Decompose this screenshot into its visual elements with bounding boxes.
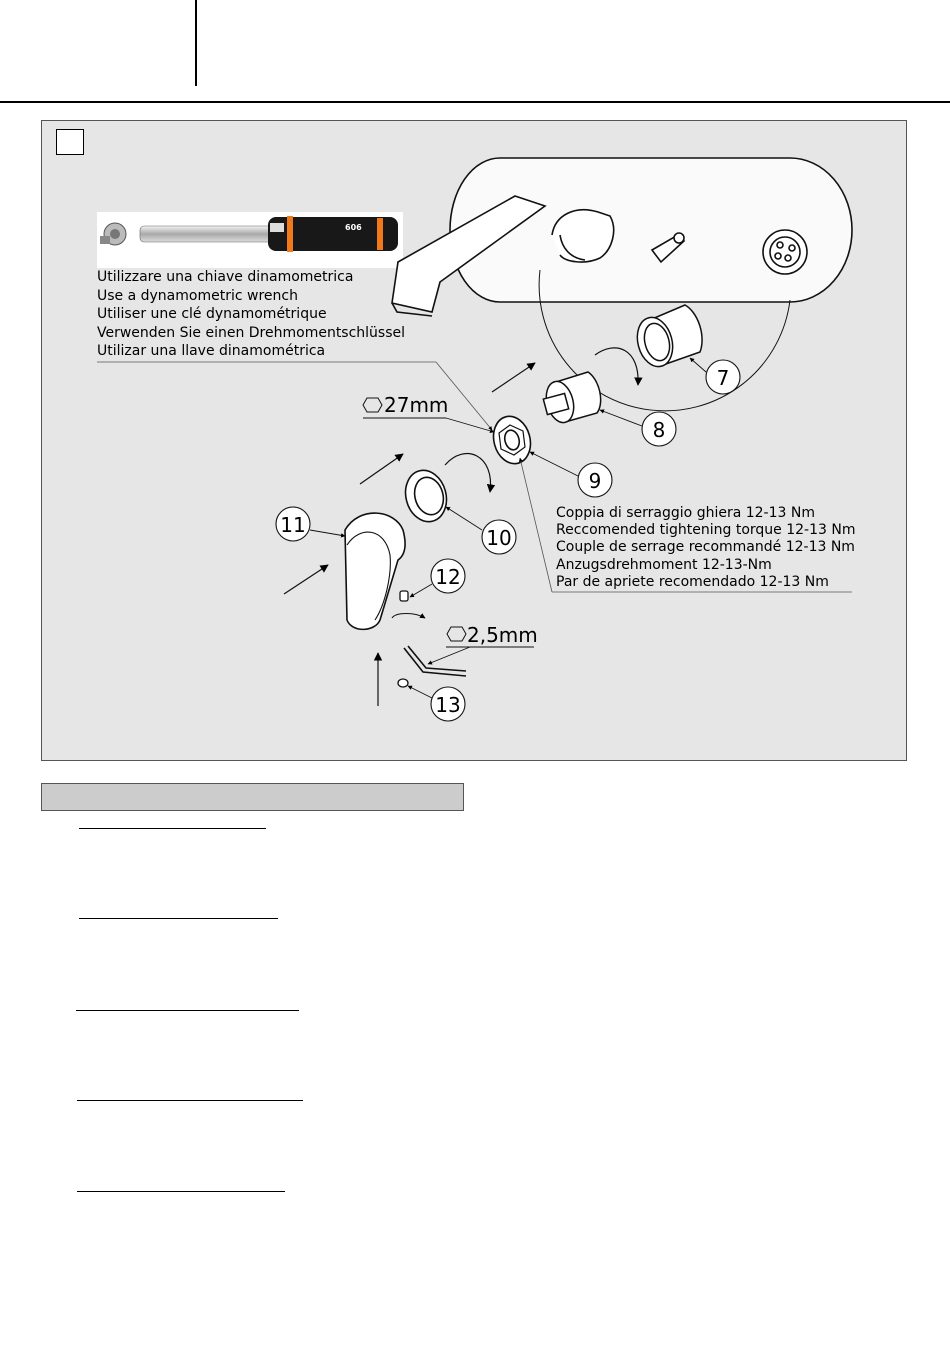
part-10-cover-cap [400,466,452,527]
wrench-instruction-fr: Utiliser une clé dynamométrique [97,306,327,322]
callout-8: 8 [652,418,666,442]
faucet-body [392,158,852,411]
part-12-grub-screw [400,591,408,601]
wrench-size-27mm [363,393,494,432]
callout-11: 11 [280,513,306,537]
part-11-lever-handle [345,513,405,629]
torque-note-en: Reccomended tightening torque 12-13 Nm [556,522,856,539]
callout-12: 12 [435,565,461,589]
wrench-instruction-it: Utilizzare una chiave dinamometrica [97,269,354,285]
section-title-bar [41,783,464,811]
callout-7: 7 [716,366,730,390]
allen-key-size-label [428,623,538,664]
callout-10: 10 [486,526,512,550]
callout-9: 9 [588,469,602,493]
wrench-instruction-de: Verwenden Sie einen Drehmomentschlüssel [97,324,406,341]
svg-text:27mm: 27mm [384,393,449,417]
torque-note-de: Anzugsdrehmoment 12-13-Nm [556,556,772,573]
part-13-plug [398,679,408,687]
wrench-instructions [97,268,405,361]
part-9-ring-nut [488,412,535,468]
torque-note-fr: Couple de serrage recommandé 12-13 Nm [556,539,855,556]
language-heading-rule [79,828,266,829]
part-7-sleeve [632,305,702,371]
wrench-orange-band [287,216,293,252]
language-heading-rule [79,918,278,919]
callout-13: 13 [435,693,461,717]
part-8-cartridge [542,372,601,426]
torque-notes [556,505,855,591]
svg-text:2,5mm: 2,5mm [467,623,538,647]
wrench-brand-label: 606 [345,223,362,232]
torque-wrench-image [97,212,403,268]
language-heading-rule [77,1191,285,1192]
torque-note-it: Coppia di serraggio ghiera 12-13 Nm [556,505,815,521]
language-heading-rule [77,1100,303,1101]
language-heading-rule [76,1010,299,1011]
torque-note-es: Par de apriete recomendado 12-13 Nm [556,573,829,590]
wrench-instruction-en: Use a dynamometric wrench [97,287,298,304]
wrench-instruction-es: Utilizar una llave dinamométrica [97,343,326,359]
